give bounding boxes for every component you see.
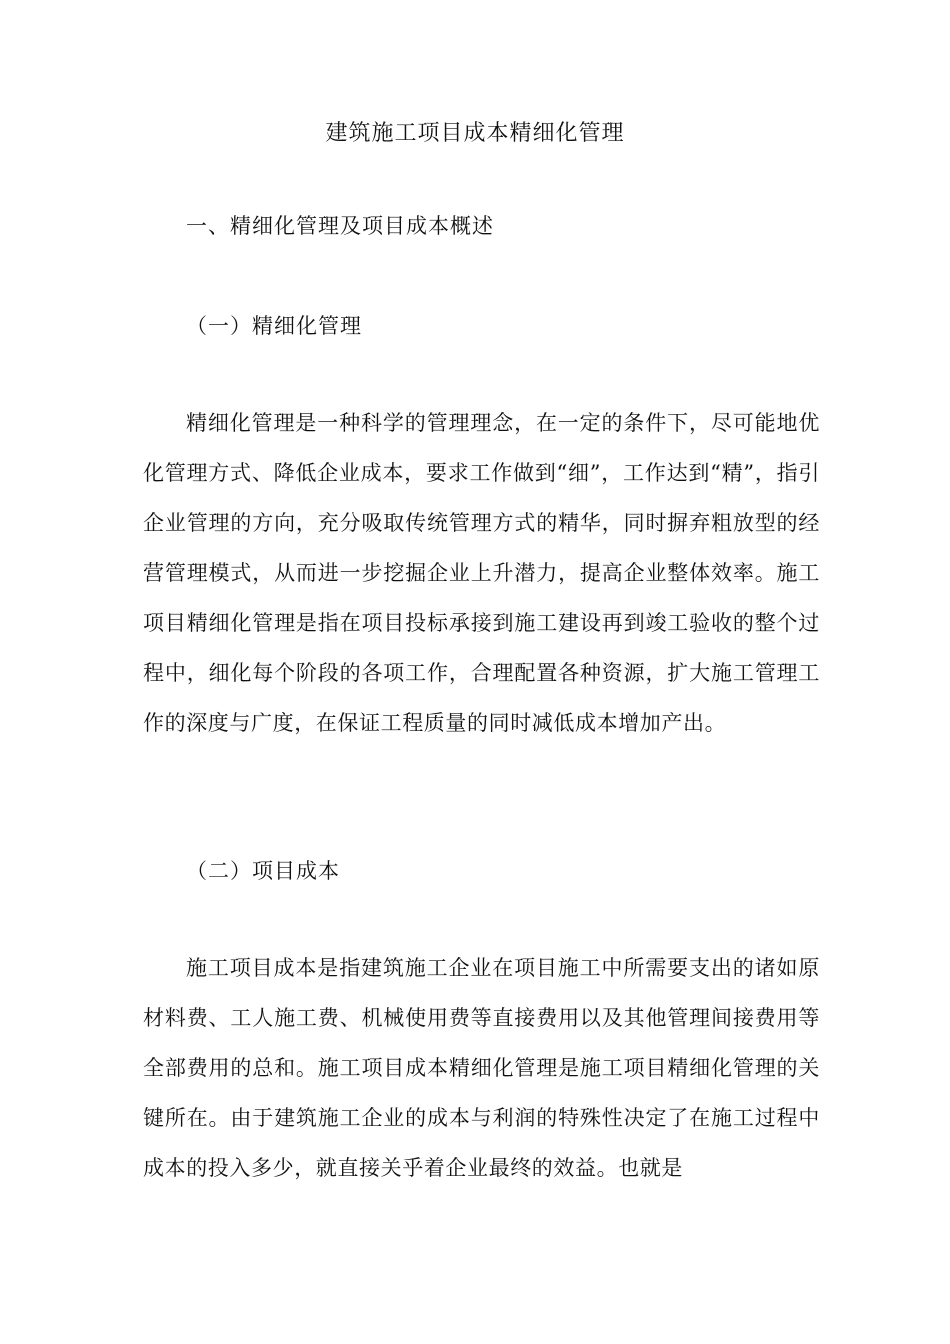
section-heading: 一、精细化管理及项目成本概述 <box>186 214 494 238</box>
subsection-heading-fine-management: （一）精细化管理 <box>186 314 362 338</box>
paragraph-project-cost: 施工项目成本是指建筑施工企业在项目施工中所需要支出的诸如原材料费、工人施工费、机械使用费等直接费用以及其他管理间接费用等全部费用的总和。施工项目成本精细化管理是施工项目精细化管理的关键所在。由于建筑施工企业的成本与利润的特殊性决定了在施工过程中成本的投入多少，就直接关乎着企业最终的效益。也就是 <box>143 956 820 1180</box>
paragraph-fine-management: 精细化管理是一种科学的管理理念，在一定的条件下，尽可能地优化管理方式、降低企业成本，要求工作做到“细”，工作达到“精”，指引企业管理的方向，充分吸取传统管理方式的精华，同时摒弃粗放型的经营管理模式，从而进一步挖掘企业上升潜力，提高企业整体效率。施工项目精细化管理是指在项目投标承接到施工建设再到竣工验收的整个过程中，细化每个阶段的各项工作，合理配置各种资源，扩大施工管理工作的深度与广度，在保证工程质量的同时减低成本增加产出。 <box>143 411 820 735</box>
subsection-heading-project-cost: （二）项目成本 <box>186 859 340 883</box>
document-title: 建筑施工项目成本精细化管理 <box>325 121 625 146</box>
